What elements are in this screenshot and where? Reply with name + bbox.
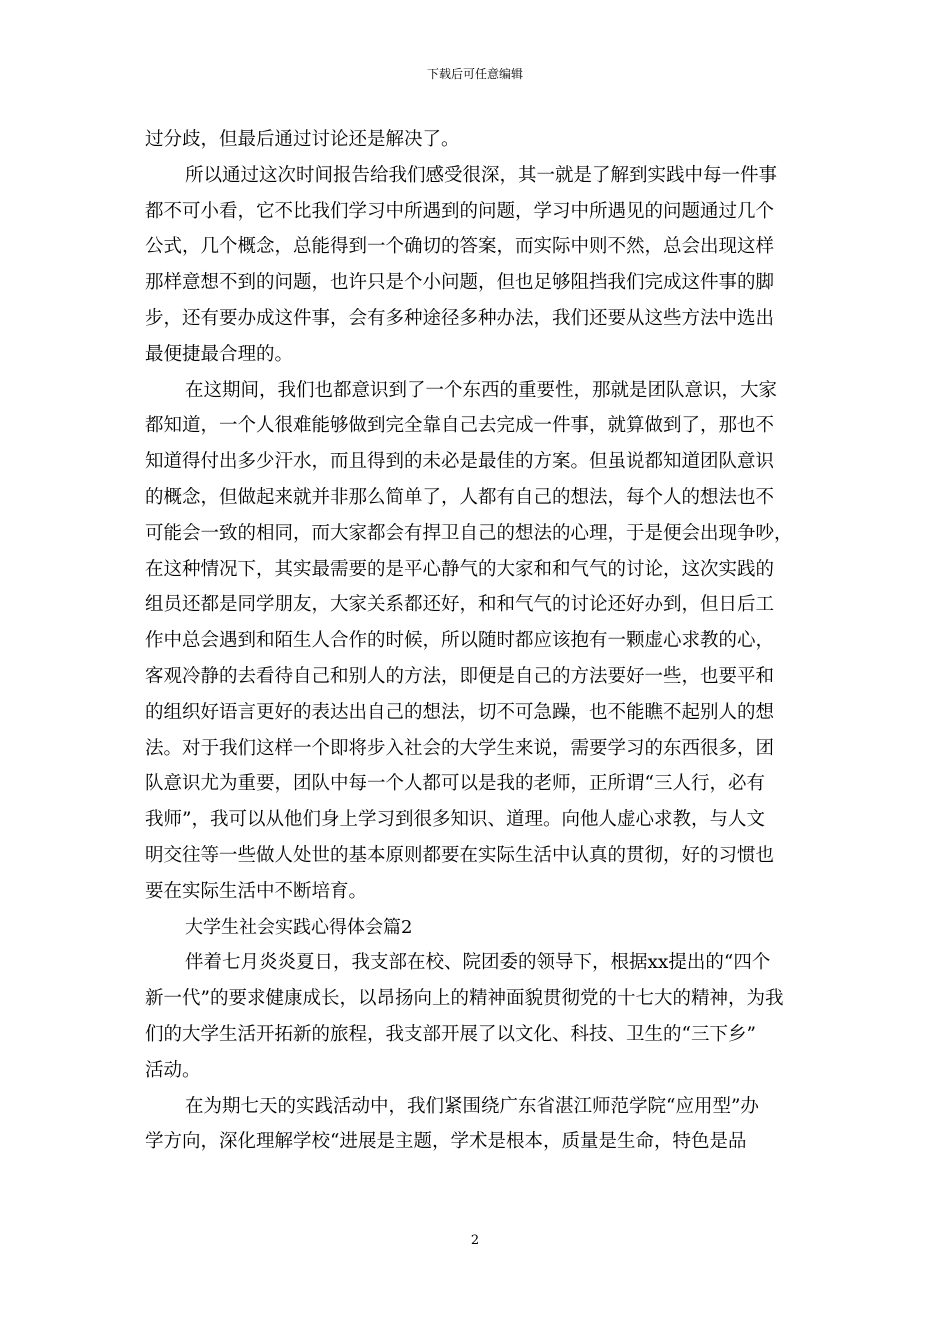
text-line: 要在实际生活中不断培育。 (145, 880, 368, 902)
text-line: 那样意想不到的问题，也许只是个小问题，但也足够阻挡我们完成这件事的脚 (145, 272, 775, 294)
text-line: 新一代”的要求健康成长，以昂扬向上的精神面貌贯彻党的十七大的精神，为我 (145, 988, 784, 1010)
paragraph-start-line: 在为期七天的实践活动中，我们紧围绕广东省湛江师范学院“应用型”办 (185, 1095, 759, 1117)
text-line: 明交往等一些做人处世的基本原则都要在实际生活中认真的贯彻，好的习惯也 (145, 844, 775, 866)
text-line: 我师”，我可以从他们身上学习到很多知识、道理。向他人虚心求教，与人文 (145, 809, 765, 831)
text-line: 的概念，但做起来就并非那么简单了，人都有自己的想法，每个人的想法也不 (145, 486, 775, 508)
text-line: 步，还有要办成这件事，会有多种途径多种办法，我们还要从这些方法中选出 (145, 307, 775, 329)
paragraph-start-line: 在这期间，我们也都意识到了一个东西的重要性，那就是团队意识，大家 (185, 379, 778, 401)
text-line: 过分歧，但最后通过讨论还是解决了。 (145, 129, 460, 150)
text-line: 最便捷最合理的。 (145, 343, 294, 365)
text-line: 法。对于我们这样一个即将步入社会的大学生来说，需要学习的东西很多，团 (145, 737, 775, 759)
text-line: 作中总会遇到和陌生人合作的时候，所以随时都应该抱有一颗虚心求教的心， (145, 630, 775, 652)
text-line: 活动。 (145, 1059, 201, 1081)
page-number: 2 (470, 1233, 480, 1248)
text-line: 队意识尤为重要，团队中每一个人都可以是我的老师，正所谓“三人行，必有 (145, 773, 765, 795)
document-body (145, 126, 808, 1164)
text-line: 公式，几个概念，总能得到一个确切的答案，而实际中则不然，总会出现这样 (145, 236, 775, 258)
text-line: 们的大学生活开拓新的旅程，我支部开展了以文化、科技、卫生的“三下乡” (145, 1023, 756, 1045)
page-header: 下载后可任意编辑 (426, 67, 523, 81)
section-heading: 大学生社会实践心得体会篇2 (185, 916, 413, 938)
text-line: 的组织好语言更好的表达出自己的想法，切不可急躁，也不能瞧不起别人的想 (145, 701, 775, 723)
text-line: 组员还都是同学朋友，大家关系都还好，和和气气的讨论还好办到，但日后工 (145, 594, 775, 616)
text-line: 可能会一致的相同，而大家都会有捍卫自己的想法的心理，于是便会出现争吵， (145, 522, 793, 544)
text-line: 都不可小看，它不比我们学习中所遇到的问题，学习中所遇见的问题通过几个 (145, 200, 775, 222)
paragraph-start-line: 伴着七月炎炎夏日，我支部在校、院团委的领导下，根据xx提出的“四个 (185, 952, 771, 974)
text-line: 在这种情况下，其实最需要的是平心静气的大家和和气气的讨论，这次实践的 (145, 558, 775, 580)
paragraph-start-line: 所以通过这次时间报告给我们感受很深，其一就是了解到实践中每一件事 (185, 164, 778, 186)
text-line: 客观冷静的去看待自己和别人的方法，即便是自己的方法要好一些，也要平和 (145, 665, 775, 687)
text-line: 都知道，一个人很难能够做到完全靠自己去完成一件事，就算做到了，那也不 (145, 415, 775, 437)
text-line: 学方向，深化理解学校“进展是主题，学术是根本，质量是生命，特色是品 (145, 1131, 747, 1153)
text-line: 知道得付出多少汗水，而且得到的未必是最佳的方案。但虽说都知道团队意识 (145, 451, 775, 473)
